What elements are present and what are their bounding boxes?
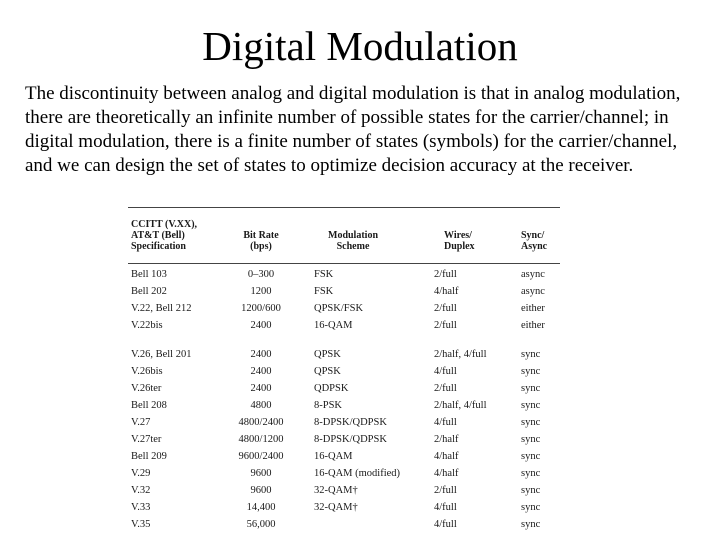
table-row xyxy=(128,266,560,283)
cell-scheme: 8-DPSK/QDPSK xyxy=(314,434,387,445)
cell-wires: 2/half, 4/full xyxy=(434,400,487,411)
cell-sync: sync xyxy=(521,434,541,445)
cell-sync: sync xyxy=(521,383,541,394)
cell-spec: V.27 xyxy=(131,417,151,428)
table-row xyxy=(128,431,560,448)
cell-sync: sync xyxy=(521,519,541,530)
cell-sync: sync xyxy=(521,451,541,462)
cell-wires: 2/full xyxy=(434,383,457,394)
cell-bitrate: 2400 xyxy=(250,366,272,377)
cell-spec: Bell 208 xyxy=(131,400,167,411)
cell-spec: Bell 202 xyxy=(131,286,167,297)
cell-bitrate: 9600/2400 xyxy=(238,451,284,462)
cell-sync: sync xyxy=(521,502,541,513)
cell-scheme: QPSK xyxy=(314,349,341,360)
cell-scheme: 16-QAM (modified) xyxy=(314,468,401,479)
cell-wires: 2/full xyxy=(434,320,457,331)
table-row xyxy=(128,516,560,533)
cell-wires: 4/half xyxy=(434,468,459,479)
cell-bitrate: 4800/2400 xyxy=(238,417,284,428)
cell-sync: sync xyxy=(521,485,541,496)
cell-wires: 2/half, 4/full xyxy=(434,349,487,360)
cell-wires: 2/full xyxy=(434,485,457,496)
cell-scheme: 16-QAM xyxy=(314,320,353,331)
cell-bitrate: 4800/1200 xyxy=(238,434,284,445)
table-row xyxy=(128,465,560,482)
cell-spec: V.29 xyxy=(131,468,151,479)
header-scheme xyxy=(328,230,378,252)
cell-bitrate: 9600 xyxy=(250,485,272,496)
cell-spec: V.26bis xyxy=(131,366,163,377)
cell-bitrate: 14,400 xyxy=(246,502,276,513)
table-row xyxy=(128,380,560,397)
cell-sync: either xyxy=(521,320,545,331)
cell-bitrate: 0–300 xyxy=(247,269,275,280)
cell-spec: V.22bis xyxy=(131,320,163,331)
header-spec-line: CCITT (V.XX), xyxy=(131,219,198,230)
cell-wires: 2/full xyxy=(434,303,457,314)
cell-spec: V.22, Bell 212 xyxy=(131,303,192,314)
header-wires-line: Wires/ xyxy=(444,230,472,241)
table-row xyxy=(128,414,560,431)
cell-wires: 2/half xyxy=(434,434,459,445)
cell-scheme: QPSK xyxy=(314,366,341,377)
cell-spec: V.27ter xyxy=(131,434,162,445)
cell-bitrate: 56,000 xyxy=(246,519,276,530)
table-row xyxy=(128,346,560,363)
cell-wires: 2/full xyxy=(434,269,457,280)
cell-sync: either xyxy=(521,303,545,314)
header-spec xyxy=(131,219,197,252)
cell-scheme: 32-QAM† xyxy=(314,502,358,513)
intro-paragraph: The discontinuity between analog and digital modulation is that in analog modulation, there are theoretically an infinite number of possible states for the carrier/channel; in digital modulation, there is a finite number of states (symbols) for the carrier/channel, and we can design the set of states to optimize decision accuracy at the receiver. xyxy=(25,83,681,176)
cell-bitrate: 2400 xyxy=(250,320,272,331)
header-bitrate-line: (bps) xyxy=(250,241,272,252)
cell-sync: sync xyxy=(521,349,541,360)
table-row xyxy=(128,363,560,380)
cell-wires: 4/half xyxy=(434,286,459,297)
cell-spec: V.33 xyxy=(131,502,151,513)
cell-scheme: FSK xyxy=(314,286,334,297)
cell-wires: 4/full xyxy=(434,417,457,428)
cell-scheme: 8-DPSK/QDPSK xyxy=(314,417,387,428)
table-row xyxy=(128,448,560,465)
cell-sync: sync xyxy=(521,366,541,377)
cell-sync: sync xyxy=(521,400,541,411)
table-row xyxy=(128,317,560,334)
cell-bitrate: 4800 xyxy=(250,400,272,411)
cell-bitrate: 1200/600 xyxy=(241,303,281,314)
cell-scheme: QDPSK xyxy=(314,383,349,394)
cell-spec: V.26ter xyxy=(131,383,162,394)
cell-wires: 4/full xyxy=(434,502,457,513)
header-sync xyxy=(521,230,547,252)
cell-scheme: 32-QAM† xyxy=(314,485,358,496)
header-sync-line: Async xyxy=(521,241,548,252)
cell-bitrate: 2400 xyxy=(250,349,272,360)
table-row xyxy=(128,499,560,516)
header-spec-line: AT&T (Bell) xyxy=(131,230,185,241)
cell-scheme: QPSK/FSK xyxy=(314,303,364,314)
header-spec-line: Specification xyxy=(131,241,186,252)
header-wires-line: Duplex xyxy=(444,241,475,252)
cell-scheme: 16-QAM xyxy=(314,451,353,462)
cell-sync: async xyxy=(521,286,545,297)
header-wires xyxy=(444,230,475,252)
cell-wires: 4/full xyxy=(434,366,457,377)
table-row xyxy=(128,482,560,499)
cell-spec: V.32 xyxy=(131,485,151,496)
cell-wires: 4/full xyxy=(434,519,457,530)
cell-scheme: FSK xyxy=(314,269,334,280)
header-scheme-line: Scheme xyxy=(336,241,370,252)
header-scheme-line: Modulation xyxy=(328,230,379,241)
cell-spec: Bell 103 xyxy=(131,269,167,280)
cell-scheme: 8-PSK xyxy=(314,400,343,411)
cell-wires: 4/half xyxy=(434,451,459,462)
header-bitrate xyxy=(236,230,286,252)
table-row xyxy=(128,300,560,317)
table-row xyxy=(128,283,560,300)
table-row xyxy=(128,397,560,414)
header-bitrate-line: Bit Rate xyxy=(243,230,279,241)
cell-spec: V.26, Bell 201 xyxy=(131,349,192,360)
header-sync-line: Sync/ xyxy=(521,230,545,241)
cell-sync: sync xyxy=(521,468,541,479)
cell-sync: async xyxy=(521,269,545,280)
cell-bitrate: 2400 xyxy=(250,383,272,394)
cell-sync: sync xyxy=(521,417,541,428)
cell-bitrate: 9600 xyxy=(250,468,272,479)
cell-bitrate: 1200 xyxy=(250,286,272,297)
slide-title: Digital Modulation xyxy=(202,23,518,69)
table-header-rule xyxy=(128,263,560,264)
table-top-rule xyxy=(128,207,560,208)
cell-spec: Bell 209 xyxy=(131,451,167,462)
cell-spec: V.35 xyxy=(131,519,151,530)
